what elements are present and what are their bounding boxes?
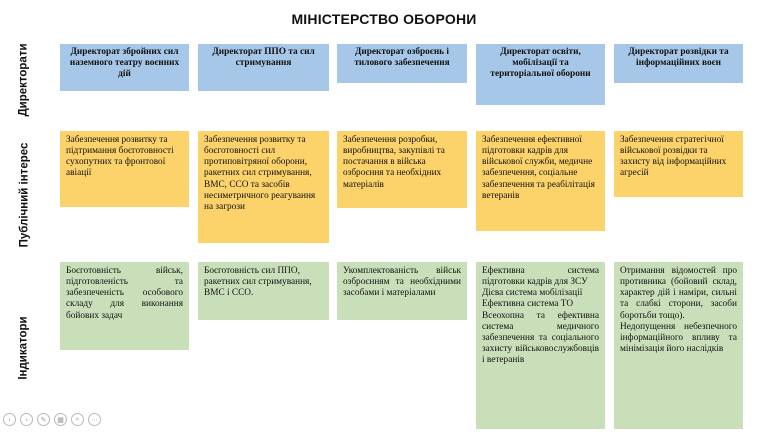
- indicators-box: [476, 262, 605, 429]
- directorate-label: Директорат озброєнь і тилового забезпечення: [354, 47, 450, 69]
- row-label-public-interest: Публічний інтерес: [18, 142, 30, 248]
- indicator-line: Дієва система мобілізації: [482, 288, 583, 299]
- directorate-label: Директорат збройних сил наземного театру воєнних дій: [69, 47, 180, 80]
- public-interest-text: Забезпечення стратегічної військової розвідки та захисту від інформаційних агресій: [620, 135, 727, 179]
- public-interest-box: [614, 131, 743, 197]
- row-label-directorates: Директорати: [18, 43, 31, 117]
- public-interest-text: Забезпечення розробки, виробництва, закупівлі та постачання в війська озброєння та необхідних матеріалів: [343, 135, 445, 190]
- pen-icon[interactable]: ✎: [37, 413, 50, 426]
- public-interest-text: Забезпечення розвитку та боєготовності сил протиповітряної оборони, ракетних сил стримування, ВМС, ССО та засобів несиметричного реагування на загрози: [204, 135, 316, 212]
- public-interest-text: Забезпечення ефективної підготовки кадрів для військової служби, медичне забезпечення, соціальне забезпечення та реабілітація ветеранів: [482, 135, 595, 201]
- indicators-box: [337, 262, 467, 320]
- public-interest-box: [337, 131, 467, 208]
- directorate-box: [476, 44, 605, 105]
- directorate-box: [60, 44, 189, 91]
- more-options-icon[interactable]: ⋯: [88, 413, 101, 426]
- directorate-label: Директорат освіти, мобілізації та територіальної оборони: [490, 47, 591, 80]
- slideshow-controls: [3, 413, 101, 426]
- slides-grid-icon[interactable]: ▦: [54, 413, 67, 426]
- indicator-line: Недопущення небезпечного інформаційного впливу та мінімізація його наслідків: [620, 321, 737, 355]
- directorate-box: [614, 44, 743, 83]
- indicator-line: Боєготовність сил ППО, ракетних сил стримування, ВМС і ССО.: [204, 266, 312, 299]
- directorate-box: [337, 44, 467, 83]
- directorate-box: [198, 44, 329, 91]
- indicator-line: Отримання відомостей про противника (бойовий склад, характер дій і наміри, сильні та слабкі сторони, засоби боротьби тощо).: [620, 266, 737, 321]
- directorate-label: Директорат ППО та сил стримування: [212, 47, 315, 69]
- next-slide-icon[interactable]: ›: [20, 413, 33, 426]
- indicators-box: [60, 262, 189, 350]
- public-interest-box: [476, 131, 605, 231]
- indicators-box: [198, 262, 329, 320]
- row-label-indicators: Індикатори: [18, 315, 31, 380]
- indicator-line: Боєготовність військ, підготовленість та забезпеченість особового складу для виконання бойових задач: [66, 266, 183, 321]
- indicator-line: Ефективна система підготовки кадрів для ЗСУ: [482, 266, 599, 288]
- slide-title: МІНІСТЕРСТВО ОБОРОНИ: [291, 11, 477, 27]
- public-interest-text: Забезпечення розвитку та підтримання боєготовності сухопутних та фронтової авіації: [66, 135, 174, 179]
- indicator-line: Укомплектованість військ озброєнням та необхідними засобами і матеріалами: [343, 266, 461, 299]
- prev-slide-icon[interactable]: ‹: [3, 413, 16, 426]
- zoom-icon[interactable]: ⌕: [71, 413, 84, 426]
- public-interest-box: [60, 131, 189, 207]
- indicator-line: Ефективна система ТО: [482, 299, 574, 310]
- public-interest-box: [198, 131, 329, 243]
- indicators-box: [614, 262, 743, 429]
- directorate-label: Директорат розвідки та інформаційних воєн: [628, 47, 729, 69]
- indicator-line: Всеохопна та ефективна система медичного забезпечення та соціального захисту військовослужбовців і ветеранів: [482, 310, 599, 366]
